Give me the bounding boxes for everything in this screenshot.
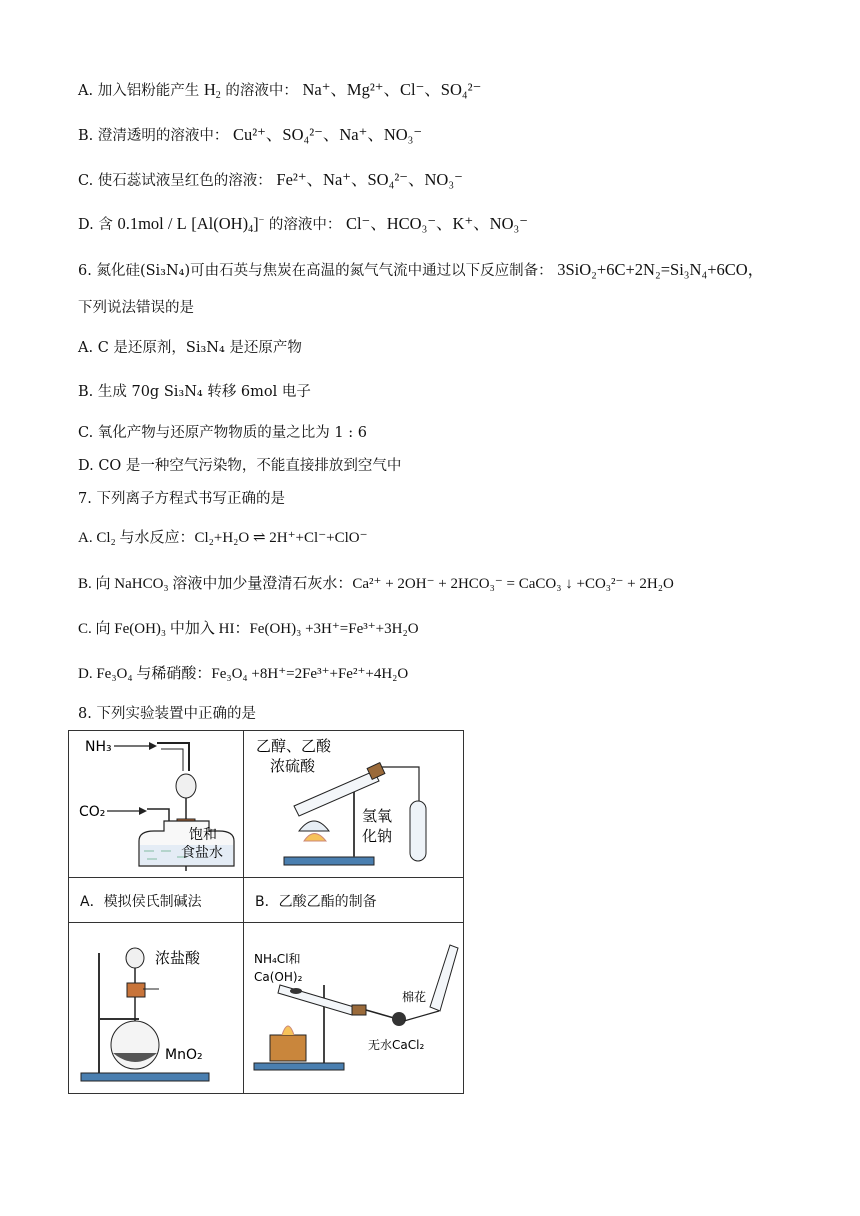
q6-stem xyxy=(78,260,764,281)
label-co2: CO₂ xyxy=(79,804,106,820)
q5-d-conc: 0.1mol / L xyxy=(117,214,187,233)
label-brine: 食盐水 xyxy=(181,845,223,861)
q5-option-b xyxy=(78,125,422,146)
q5-a-ions: Na⁺、Mg²⁺、Cl⁻、SO₄²⁻ xyxy=(302,80,482,99)
label-saturated: 饱和 xyxy=(189,827,217,843)
q6-stem2: 下列说法错误的是 xyxy=(78,300,194,316)
q5-d-ions: Cl⁻、HCO₃⁻、K⁺、NO₃⁻ xyxy=(345,214,528,233)
label-cacl2: 无水CaCl₂ xyxy=(368,1038,425,1052)
caption-b: B．乙酸乙酯的制备 xyxy=(255,894,377,910)
q5-a-label: A. 加入铝粉能产生 xyxy=(78,83,200,99)
label-naoh-1: 氢氧 xyxy=(362,807,393,825)
q5-option-d xyxy=(78,214,528,235)
label-naoh-2: 化钠 xyxy=(362,827,393,845)
label-nh3: NH₃ xyxy=(85,739,112,755)
q5-c-ions: Fe²⁺、Na⁺、SO₄²⁻、NO₃⁻ xyxy=(276,170,463,189)
q6-equation: 3SiO₂+6C+2N₂=Si₃N₄+6CO， xyxy=(557,260,765,279)
figure-c-apparatus xyxy=(69,923,243,1093)
q5-d-mid: 的溶液中： xyxy=(268,217,342,233)
q7-option-d: D. Fe₃O₄ 与稀硝酸：Fe₃O₄ +8H⁺=2Fe³⁺+Fe²⁺+4H₂O xyxy=(78,666,409,682)
label-cotton: 棉花 xyxy=(402,990,427,1004)
q5-a-mid: 的溶液中： xyxy=(225,83,298,99)
q8-stem: 8. 下列实验装置中正确的是 xyxy=(78,706,256,722)
q6-option-c: C. 氧化产物与还原产物物质的量之比为 1 : 6 xyxy=(78,425,367,441)
table-divider-1 xyxy=(68,877,464,878)
q7-stem: 7. 下列离子方程式书写正确的是 xyxy=(78,491,285,507)
label-conc-hcl: 浓盐酸 xyxy=(155,949,201,967)
q6-option-b: B. 生成 70g Si₃N₄ 转移 6mol 电子 xyxy=(78,384,311,400)
q5-option-a xyxy=(78,80,481,101)
q5-option-c xyxy=(78,170,463,191)
caption-a: A．模拟侯氏制碱法 xyxy=(80,894,202,910)
label-mno2: MnO₂ xyxy=(165,1047,203,1063)
q5-b-label: B. 澄清透明的溶液中： xyxy=(78,128,229,144)
q7-option-b: B. 向 NaHCO₃ 溶液中加少量澄清石灰水：Ca²⁺ + 2OH⁻ + 2HCO₃⁻ = CaCO₃ ↓ +CO₃²⁻ + 2H₂O xyxy=(78,576,674,592)
label-nh4cl: NH₄Cl和 xyxy=(254,952,301,966)
label-h2so4: 浓硫酸 xyxy=(270,757,316,775)
figure-d-apparatus xyxy=(244,923,463,1093)
q5-d-complex: $[Al(OH)_4]^-$ xyxy=(191,214,265,235)
q5-c-label: C. 使石蕊试液呈红色的溶液： xyxy=(78,173,272,189)
q7-option-a: A. Cl₂ 与水反应：Cl₂+H₂O ⇌ 2H⁺+Cl⁻+ClO⁻ xyxy=(78,530,368,546)
q5-b-ions: Cu²⁺、SO₄²⁻、Na⁺、NO₃⁻ xyxy=(232,125,423,144)
figure-b-apparatus xyxy=(244,731,463,877)
q6-option-a: A. C 是还原剂，Si₃N₄ 是还原产物 xyxy=(78,340,302,356)
q5-a-h2: $H_2$ xyxy=(203,80,221,101)
q6-option-d: D. CO 是一种空气污染物，不能直接排放到空气中 xyxy=(78,458,402,474)
figure-a-apparatus xyxy=(69,731,243,877)
q6-stem1: 6. 氮化硅(Si₃N₄)可由石英与焦炭在高温的氮气气流中通过以下反应制备： xyxy=(78,263,553,279)
label-caoh2: Ca(OH)₂ xyxy=(254,970,303,984)
label-ethanol-acid: 乙醇、乙酸 xyxy=(256,737,332,755)
q5-d-label: D. 含 xyxy=(78,217,113,233)
q7-option-c: C. 向 Fe(OH)₃ 中加入 HI：Fe(OH)₃ +3H⁺=Fe³⁺+3H₂O xyxy=(78,621,419,637)
